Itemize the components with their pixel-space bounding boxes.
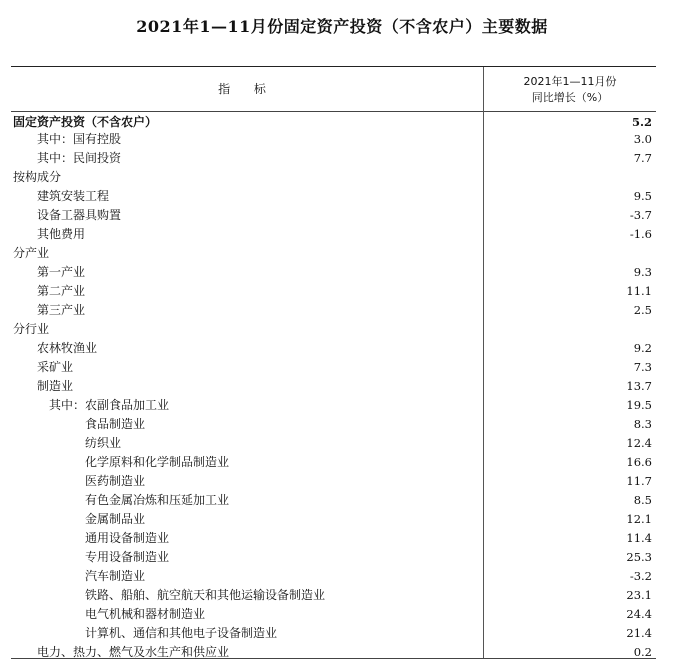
table-row xyxy=(11,643,656,662)
table-top-rule xyxy=(11,66,656,67)
row-value: 19.5 xyxy=(626,398,652,412)
table-row xyxy=(11,567,656,586)
row-value: 5.2 xyxy=(631,115,652,129)
table-row xyxy=(11,548,656,567)
row-value: 9.5 xyxy=(633,189,652,203)
row-label: 其中：民间投资 xyxy=(37,151,122,165)
row-label: 通用设备制造业 xyxy=(85,531,170,545)
row-label: 食品制造业 xyxy=(85,417,146,431)
table-row xyxy=(11,168,656,187)
table-row xyxy=(11,472,656,491)
table-row xyxy=(11,415,656,434)
table-row xyxy=(11,377,656,396)
row-value: -1.6 xyxy=(629,227,652,241)
indicator-column-header: 指 标 xyxy=(218,82,276,96)
table-row xyxy=(11,282,656,301)
row-value: 7.7 xyxy=(633,151,652,165)
row-label: 电气机械和器材制造业 xyxy=(85,607,206,621)
value-column-header xyxy=(484,74,656,106)
row-label: 分产业 xyxy=(13,246,50,260)
row-value: 8.5 xyxy=(633,493,652,507)
row-value: 12.1 xyxy=(626,512,652,526)
row-label: 其中：国有控股 xyxy=(37,132,122,146)
table-row xyxy=(11,434,656,453)
row-value: 9.3 xyxy=(633,265,652,279)
row-value: 12.4 xyxy=(626,436,652,450)
row-label: 其中：农副食品加工业 xyxy=(49,398,170,412)
table-row xyxy=(11,453,656,472)
table-row xyxy=(11,396,656,415)
row-label: 按构成分 xyxy=(13,170,62,184)
table-header-rule xyxy=(11,111,656,112)
row-value: 2.5 xyxy=(633,303,652,317)
row-label: 第一产业 xyxy=(37,265,86,279)
row-label: 纺织业 xyxy=(85,436,122,450)
table-row xyxy=(11,263,656,282)
table-row xyxy=(11,130,656,149)
row-label: 第三产业 xyxy=(37,303,86,317)
table-row xyxy=(11,339,656,358)
row-value: 0.2 xyxy=(633,645,652,659)
table-row xyxy=(11,510,656,529)
row-label: 专用设备制造业 xyxy=(85,550,170,564)
table-row xyxy=(11,149,656,168)
row-value: -3.7 xyxy=(629,208,652,222)
row-label: 有色金属冶炼和压延加工业 xyxy=(85,493,230,507)
page-title: 2021年1—11月份固定资产投资（不含农户）主要数据 xyxy=(136,17,548,36)
row-label: 农林牧渔业 xyxy=(37,341,98,355)
value-header-period: 2021年1—11月份 xyxy=(523,75,617,88)
row-label: 制造业 xyxy=(37,379,74,393)
table-row xyxy=(11,187,656,206)
row-label: 采矿业 xyxy=(37,360,74,374)
value-header-unit: 同比增长（%） xyxy=(531,91,609,104)
table-row xyxy=(11,529,656,548)
row-value: 24.4 xyxy=(626,607,652,621)
row-label: 建筑安装工程 xyxy=(37,189,110,203)
row-value: 11.1 xyxy=(626,284,652,298)
table-row xyxy=(11,320,656,339)
row-value: 13.7 xyxy=(626,379,652,393)
table-row xyxy=(11,225,656,244)
row-value: 8.3 xyxy=(633,417,652,431)
row-label: 铁路、船舶、航空航天和其他运输设备制造业 xyxy=(85,588,326,602)
row-label: 其他费用 xyxy=(37,227,86,241)
row-label: 汽车制造业 xyxy=(85,569,146,583)
row-label: 计算机、通信和其他电子设备制造业 xyxy=(85,626,278,640)
row-label: 金属制品业 xyxy=(85,512,146,526)
row-label: 固定资产投资（不含农户） xyxy=(13,115,158,129)
row-value: 7.3 xyxy=(633,360,652,374)
table-row xyxy=(11,358,656,377)
table-row xyxy=(11,206,656,225)
row-value: 9.2 xyxy=(633,341,652,355)
table-row xyxy=(11,586,656,605)
row-value: 11.4 xyxy=(626,531,652,545)
row-value: 3.0 xyxy=(633,132,652,146)
table-row xyxy=(11,244,656,263)
row-value: 16.6 xyxy=(626,455,652,469)
row-label: 电力、热力、燃气及水生产和供应业 xyxy=(37,645,230,659)
table-row xyxy=(11,301,656,320)
row-label: 设备工器具购置 xyxy=(37,208,122,222)
table-row xyxy=(11,491,656,510)
row-label: 化学原料和化学制品制造业 xyxy=(85,455,230,469)
table-row xyxy=(11,605,656,624)
row-label: 分行业 xyxy=(13,322,50,336)
row-value: 21.4 xyxy=(626,626,652,640)
row-value: -3.2 xyxy=(629,569,652,583)
table-row xyxy=(11,624,656,643)
row-value: 11.7 xyxy=(626,474,652,488)
row-value: 23.1 xyxy=(626,588,652,602)
row-label: 医药制造业 xyxy=(85,474,146,488)
row-label: 第二产业 xyxy=(37,284,86,298)
row-value: 25.3 xyxy=(626,550,652,564)
